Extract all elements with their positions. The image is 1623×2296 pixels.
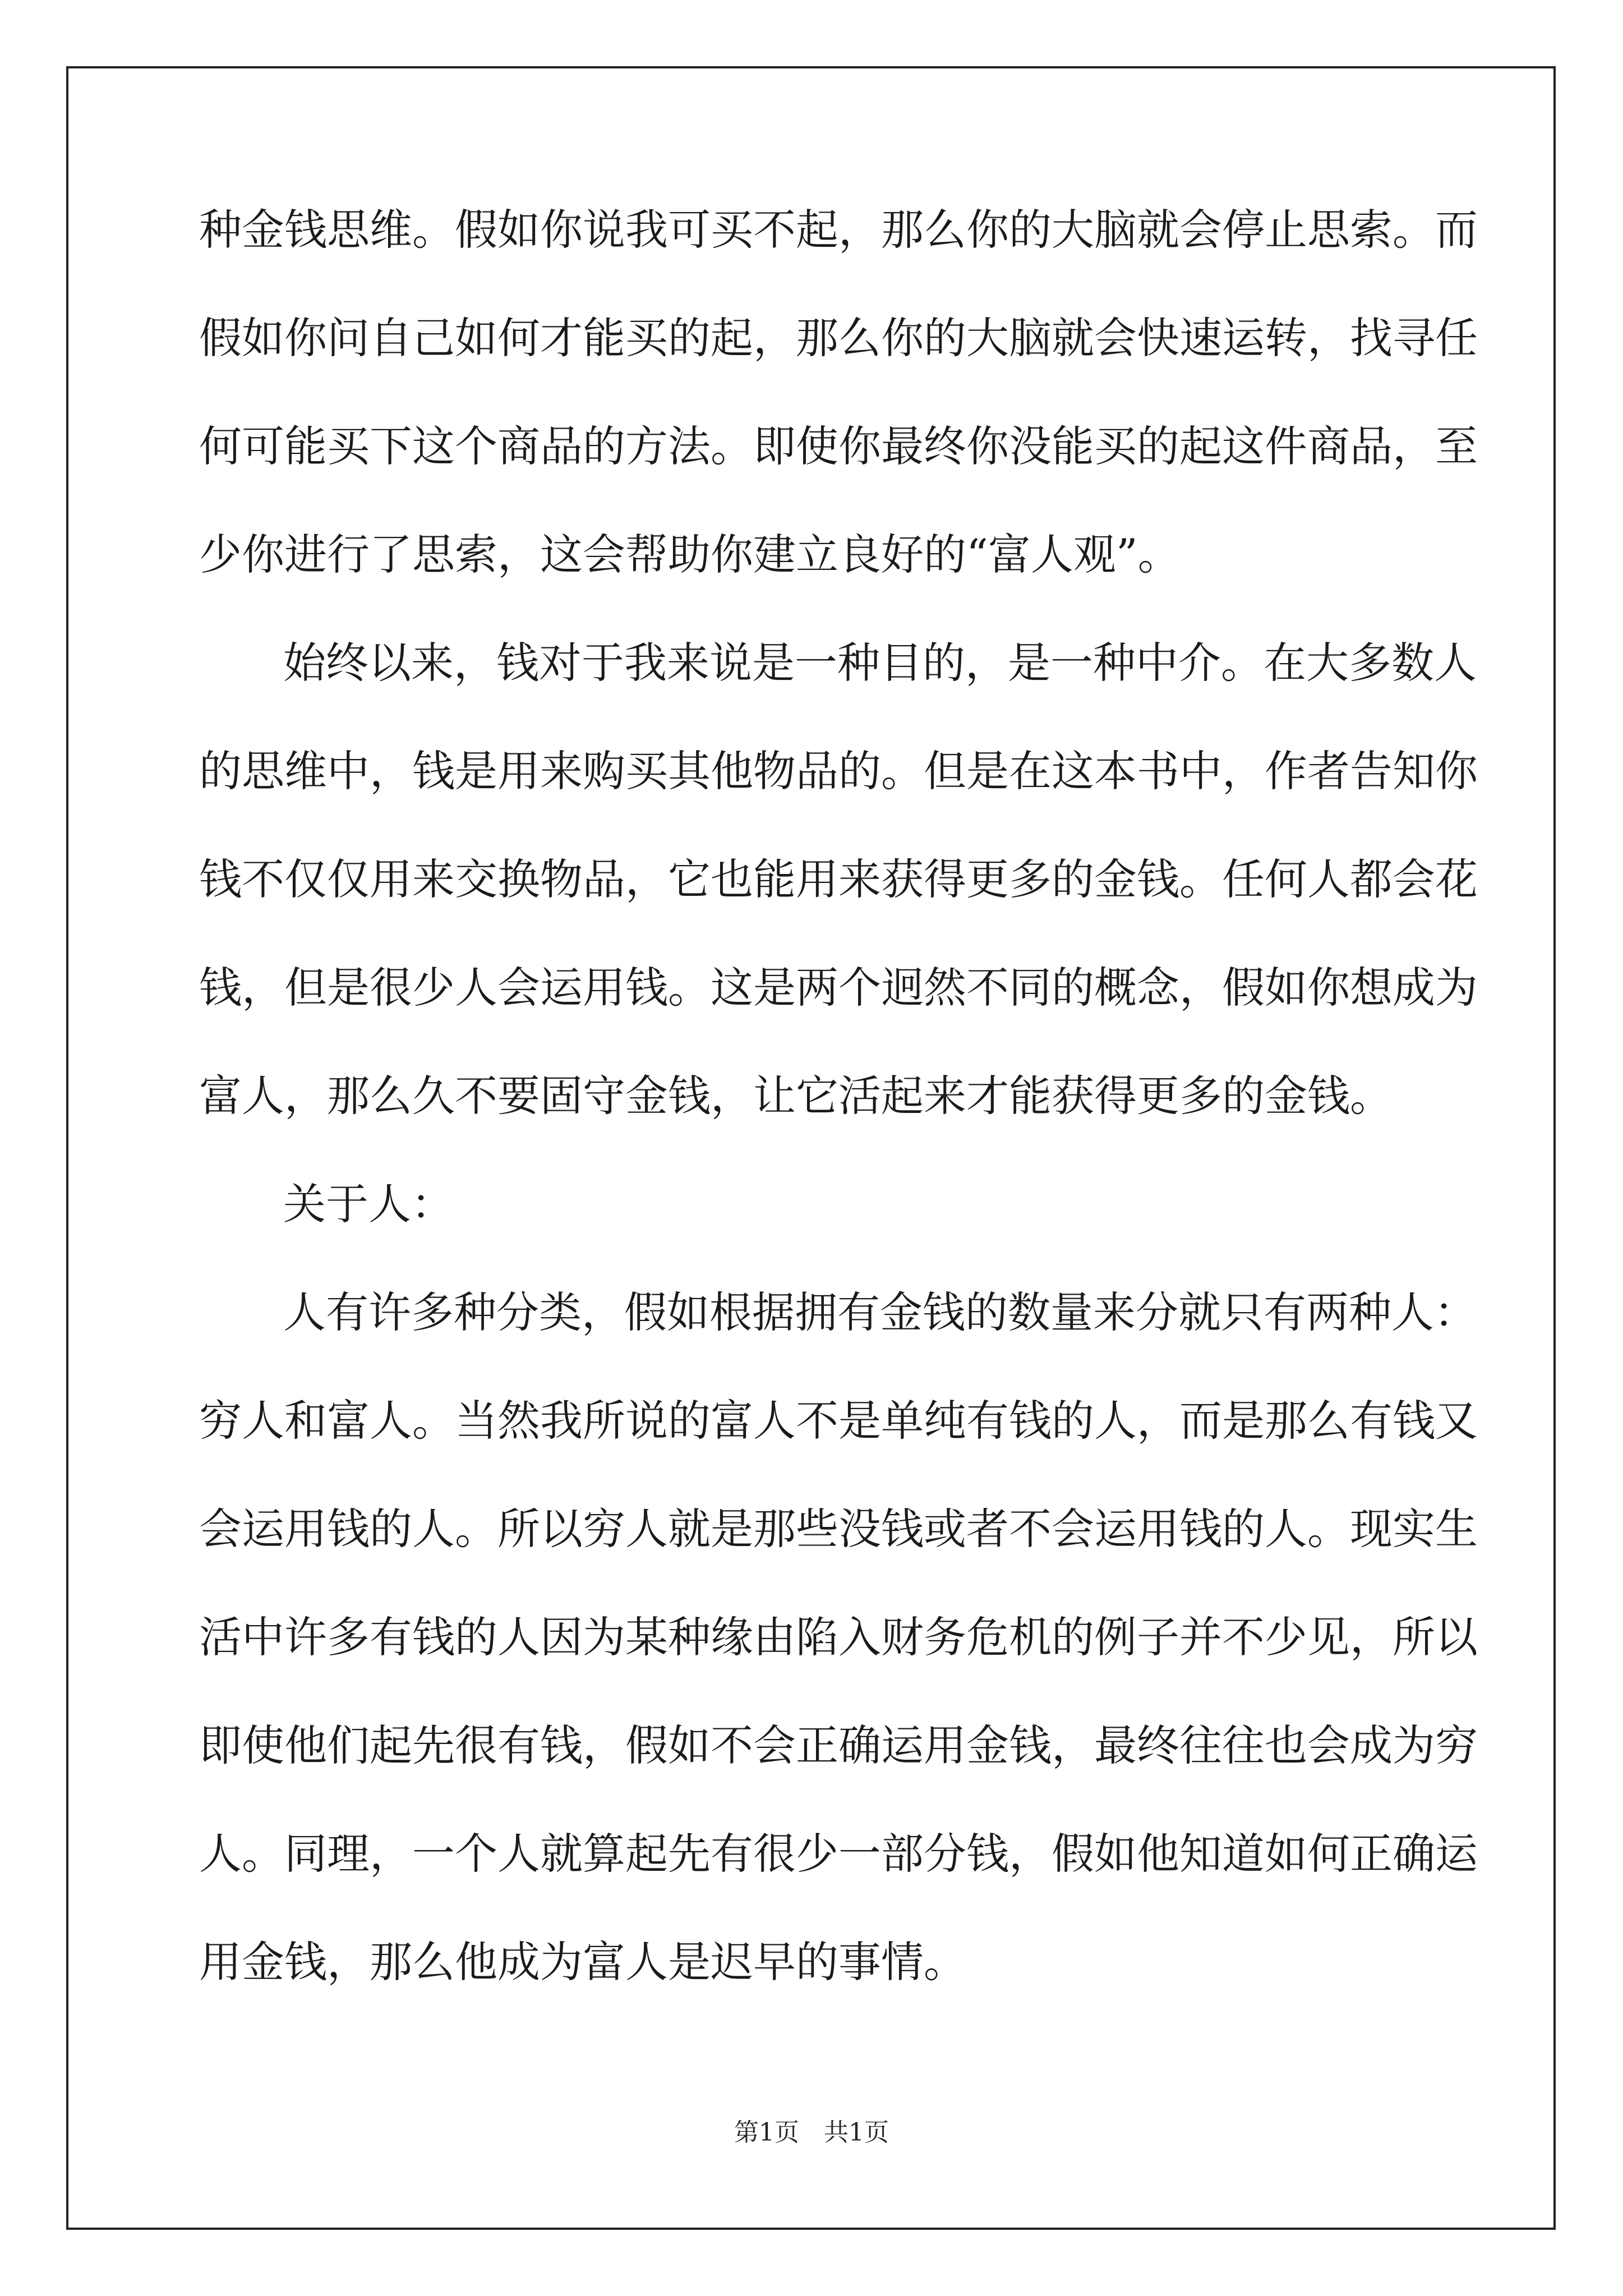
- text-line: 人。同理，一个人就算起先有很少一部分钱，假如他知道如何正确运: [199, 1829, 1478, 1879]
- text-line: 会运用钱的人。所以穷人就是那些没钱或者不会运用钱的人。现实生: [199, 1504, 1478, 1554]
- text-line: 钱，但是很少人会运用钱。这是两个迥然不同的概念，假如你想成为: [199, 963, 1478, 1013]
- page-border: [66, 66, 1556, 2230]
- text-line: 始终以来，钱对于我来说是一种目的，是一种中介。在大多数人: [283, 638, 1477, 688]
- text-line: 种金钱思维。假如你说我可买不起，那么你的大脑就会停止思索。而: [199, 205, 1478, 255]
- page-footer: 第1页 共1页: [734, 2118, 889, 2147]
- text-line: 用金钱，那么他成为富人是迟早的事情。: [199, 1937, 966, 1987]
- text-line: 关于人：: [283, 1179, 454, 1229]
- text-line: 假如你问自己如何才能买的起，那么你的大脑就会快速运转，找寻任: [199, 313, 1478, 363]
- text-line: 穷人和富人。当然我所说的富人不是单纯有钱的人，而是那么有钱又: [199, 1396, 1478, 1446]
- text-line: 何可能买下这个商品的方法。即使你最终你没能买的起这件商品，至: [199, 421, 1478, 471]
- text-line: 富人，那么久不要固守金钱，让它活起来才能获得更多的金钱。: [199, 1071, 1393, 1121]
- text-line: 的思维中，钱是用来购买其他物品的。但是在这本书中，作者告知你: [199, 746, 1478, 796]
- text-line: 少你进行了思索，这会帮助你建立良好的“富人观”。: [199, 530, 1181, 579]
- text-line: 即使他们起先很有钱，假如不会正确运用金钱，最终往往也会成为穷: [199, 1720, 1478, 1770]
- text-line: 钱不仅仅用来交换物品，它也能用来获得更多的金钱。任何人都会花: [199, 854, 1478, 904]
- text-line: 活中许多有钱的人因为某种缘由陷入财务危机的例子并不少见，所以: [199, 1612, 1478, 1662]
- text-line: 人有许多种分类，假如根据拥有金钱的数量来分就只有两种人：: [283, 1287, 1477, 1337]
